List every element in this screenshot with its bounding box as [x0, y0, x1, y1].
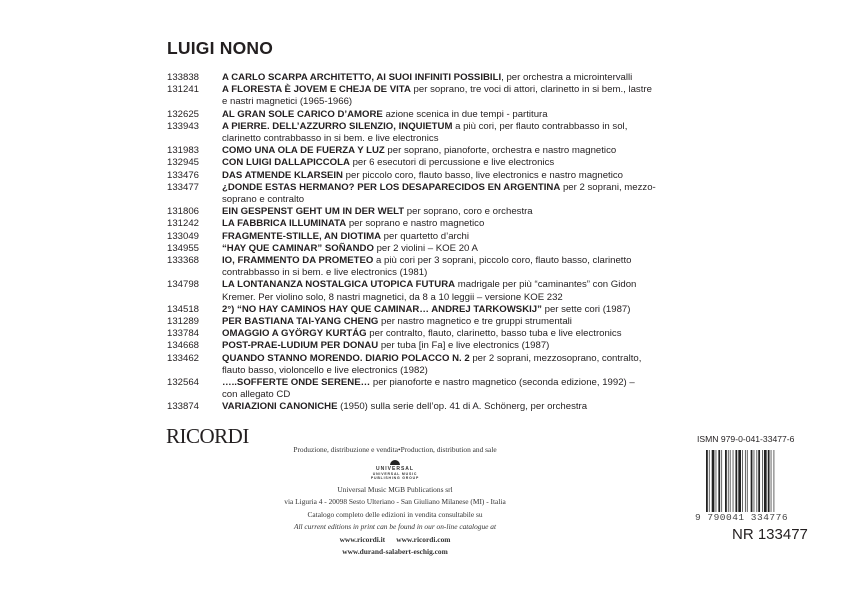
work-code: 133784 — [167, 328, 200, 340]
barcode-bar — [721, 450, 722, 512]
work-code: 131242 — [167, 218, 200, 230]
barcode-bar — [754, 450, 755, 512]
work-description: , per orchestra a microintervalli — [501, 72, 633, 83]
work-title: “HAY QUE CAMINAR” SOÑANDO — [222, 242, 374, 254]
work-title: FRAGMENTE-STILLE, AN DIOTIMA — [222, 230, 381, 242]
work-entry — [167, 109, 727, 121]
work-description-continued: soprano e contralto — [222, 194, 305, 206]
work-entry — [167, 206, 727, 218]
barcode-bar — [745, 450, 746, 512]
barcode — [706, 450, 798, 512]
work-entry — [167, 231, 727, 243]
work-description: madrigale per più “caminantes” con Gidon — [455, 279, 637, 291]
barcode-bar — [725, 450, 727, 512]
barcode-bar — [712, 450, 715, 512]
web-links-row — [250, 534, 540, 547]
work-title: LA LONTANANZA NOSTALGICA UTOPICA FUTURA — [222, 279, 456, 291]
work-description-continued: flauto basso, violoncello e live electronics (1982) — [222, 364, 428, 376]
work-entry — [167, 353, 727, 377]
barcode-bar — [738, 450, 741, 512]
work-entry — [167, 279, 727, 303]
composer-title: LUIGI NONO — [167, 38, 274, 58]
barcode-bar — [718, 450, 720, 512]
work-title: OMAGGIO A GYÖRGY KURTÁG — [222, 328, 367, 340]
work-code: 133943 — [167, 120, 200, 132]
work-code: 131289 — [167, 316, 200, 328]
work-code: 133477 — [167, 181, 200, 193]
barcode-bar — [751, 450, 753, 512]
work-title: IO, FRAMMENTO DA PROMETEO — [222, 255, 374, 267]
work-code: 133462 — [167, 352, 200, 364]
barcode-bar — [706, 450, 708, 512]
barcode-digits: 9 790041 334776 — [695, 512, 789, 523]
work-code: 133476 — [167, 169, 200, 181]
work-title: AL GRAN SOLE CARICO D’AMORE — [222, 108, 383, 120]
barcode-bar — [758, 450, 760, 512]
work-description: per nastro magnetico e tre gruppi strumentali — [378, 316, 572, 328]
work-code: 134955 — [167, 242, 200, 254]
work-title: QUANDO STANNO MORENDO. DIARIO POLACCO N. 2 — [222, 352, 470, 364]
work-code: 131241 — [167, 84, 200, 96]
barcode-bar — [773, 450, 774, 512]
work-title: POST-PRAE-LUDIUM PER DONAU — [222, 340, 379, 352]
barcode-bar — [709, 450, 710, 512]
company-address: via Liguria 4 - 20098 Sesto Ulteriano - San Giuliano Milanese (MI) - Italia — [284, 497, 506, 506]
work-entry — [167, 328, 727, 340]
work-description: (1950) sulla serie dell’op. 41 di A. Schönerg, per orchestra — [337, 401, 588, 413]
barcode-bar — [716, 450, 717, 512]
work-title: VARIAZIONI CANONICHE — [222, 401, 338, 413]
work-description-continued: clarinetto contrabbasso in si bem. e live electronics — [222, 133, 439, 145]
work-description: per contralto, flauto, clarinetto, basso tuba e live electronics — [366, 328, 622, 340]
barcode-bar — [742, 450, 743, 512]
work-code: 132625 — [167, 108, 200, 120]
work-entry — [167, 121, 727, 145]
work-title: A FLORESTA È JOVEM E CHEJA DE VITA — [222, 84, 411, 96]
work-description-continued: Kremer. Per violino solo, 8 nastri magnetici, da 8 a 10 leggii – versione KOE 232 — [222, 291, 563, 303]
work-description-continued: e nastri magnetici (1965-1966) — [222, 96, 353, 108]
work-entry — [167, 145, 727, 157]
work-description: a più cori, per flauto contrabbasso in sol, — [452, 120, 628, 132]
work-entry — [167, 157, 727, 169]
web-link-ricordi-com[interactable]: www.ricordi.com — [396, 534, 451, 544]
work-description: per soprano e nastro magnetico — [346, 218, 485, 230]
work-description: azione scenica in due tempi - partitura — [382, 108, 548, 120]
work-entry — [167, 72, 727, 84]
work-code: 132945 — [167, 157, 200, 169]
catalog-it: Catalogo completo delle edizioni in vendita consultabile su — [307, 509, 483, 519]
work-entry — [167, 316, 727, 328]
barcode-bar — [728, 450, 729, 512]
barcode-bar — [747, 450, 748, 512]
web-link-ricordi-it[interactable]: www.ricordi.it — [339, 534, 386, 544]
work-description: per quartetto d’archi — [381, 230, 469, 242]
work-description: per sette cori (1987) — [541, 303, 631, 315]
work-entry — [167, 218, 727, 230]
ricordi-logo: RICORDI — [166, 424, 249, 448]
work-description: per pianoforte e nastro magnetico (seconda edizione, 1992) – — [370, 377, 635, 389]
work-entry — [167, 255, 727, 279]
work-description: per 2 soprani, mezzo- — [560, 181, 656, 193]
work-entry — [167, 377, 727, 401]
work-code: 131983 — [167, 145, 200, 157]
logo-sub-text-1: UNIVERSAL MUSIC — [372, 471, 418, 476]
work-description: per soprano, coro e orchestra — [404, 206, 533, 218]
work-code: 134518 — [167, 303, 200, 315]
work-description: per 6 esecutori di percussione e live electronics — [349, 157, 555, 169]
logo-main-text: UNIVERSAL — [376, 465, 414, 472]
work-title: COMO UNA OLA DE FUERZA Y LUZ — [222, 145, 385, 157]
work-entry — [167, 182, 727, 206]
work-code: 132564 — [167, 377, 200, 389]
work-title: A PIERRE. DELL’AZZURRO SILENZIO, INQUIETUM — [222, 120, 453, 132]
work-title: 2°) “NO HAY CAMINOS HAY QUE CAMINAR… ANDREJ TARKOWSKIJ” — [222, 303, 542, 315]
logo-sub-text-2: PUBLISHING GROUP — [370, 476, 420, 480]
work-title: CON LUIGI DALLAPICCOLA — [222, 157, 350, 169]
production-line: Produzione, distribuzione e vendita•Production, distribution and sale — [293, 445, 497, 454]
company-name: Universal Music MGB Publications srl — [337, 484, 453, 494]
publisher-footer — [250, 444, 540, 559]
work-description: per soprano, tre voci di attori, clarinetto in si bem., lastre — [410, 84, 652, 96]
work-title: EIN GESPENST GEHT UM IN DER WELT — [222, 206, 405, 218]
barcode-bar — [768, 450, 770, 512]
work-description: per 2 soprani, mezzosoprano, contralto, — [469, 352, 642, 364]
works-list — [167, 72, 727, 414]
catalog-en: All current editions in print can be found in our on-line catalogue at — [293, 522, 497, 531]
barcode-bar — [756, 450, 757, 512]
work-entry — [167, 84, 727, 108]
work-code: 133838 — [167, 72, 200, 83]
work-description: per tuba [in Fa] e live electronics (1987) — [378, 340, 550, 352]
barcode-bar — [735, 450, 737, 512]
web-link-durand[interactable]: www.durand-salabert-eschig.com — [342, 547, 448, 556]
barcode-bar — [771, 450, 772, 512]
work-code: 133049 — [167, 230, 200, 242]
work-title: …..SOFFERTE ONDE SERENE… — [222, 377, 371, 389]
work-entry — [167, 170, 727, 182]
work-description: per piccolo coro, flauto basso, live electronics e nastro magnetico — [343, 169, 623, 181]
work-description-continued: contrabbasso in si bem. e live electronics (1981) — [222, 267, 428, 279]
work-entry — [167, 401, 727, 413]
work-title: LA FABBRICA ILLUMINATA — [222, 218, 347, 230]
work-code: 133368 — [167, 255, 200, 267]
work-description-continued: con allegato CD — [222, 389, 291, 401]
globe-icon — [390, 460, 400, 465]
work-title: DAS ATMENDE KLARSEIN — [222, 169, 343, 181]
work-title: ¿DONDE ESTAS HERMANO? PER LOS DESAPARECIDOS EN ARGENTINA — [222, 181, 561, 193]
barcode-bar — [730, 450, 731, 512]
barcode-bar — [764, 450, 767, 512]
work-code: 131806 — [167, 206, 200, 218]
barcode-bar — [762, 450, 763, 512]
work-entry — [167, 304, 727, 316]
catalog-number: NR 133477 — [732, 526, 808, 543]
work-entry — [167, 243, 727, 255]
work-title: PER BASTIANA TAI-YANG CHENG — [222, 316, 379, 328]
work-code: 133874 — [167, 401, 200, 413]
universal-logo — [250, 457, 540, 484]
ismn-label: ISMN 979-0-041-33477-6 — [697, 434, 795, 444]
work-description: per soprano, pianoforte, orchestra e nastro magnetico — [384, 145, 617, 157]
work-description: per 2 violini – KOE 20 A — [373, 242, 478, 254]
work-entry — [167, 340, 727, 352]
work-description: a più cori per 3 soprani, piccolo coro, flauto basso, clarinetto — [373, 255, 632, 267]
barcode-bar — [733, 450, 734, 512]
work-code: 134798 — [167, 279, 200, 291]
work-code: 134668 — [167, 340, 200, 352]
work-title: A CARLO SCARPA ARCHITETTO, AI SUOI INFINITI POSSIBILI — [222, 72, 502, 83]
